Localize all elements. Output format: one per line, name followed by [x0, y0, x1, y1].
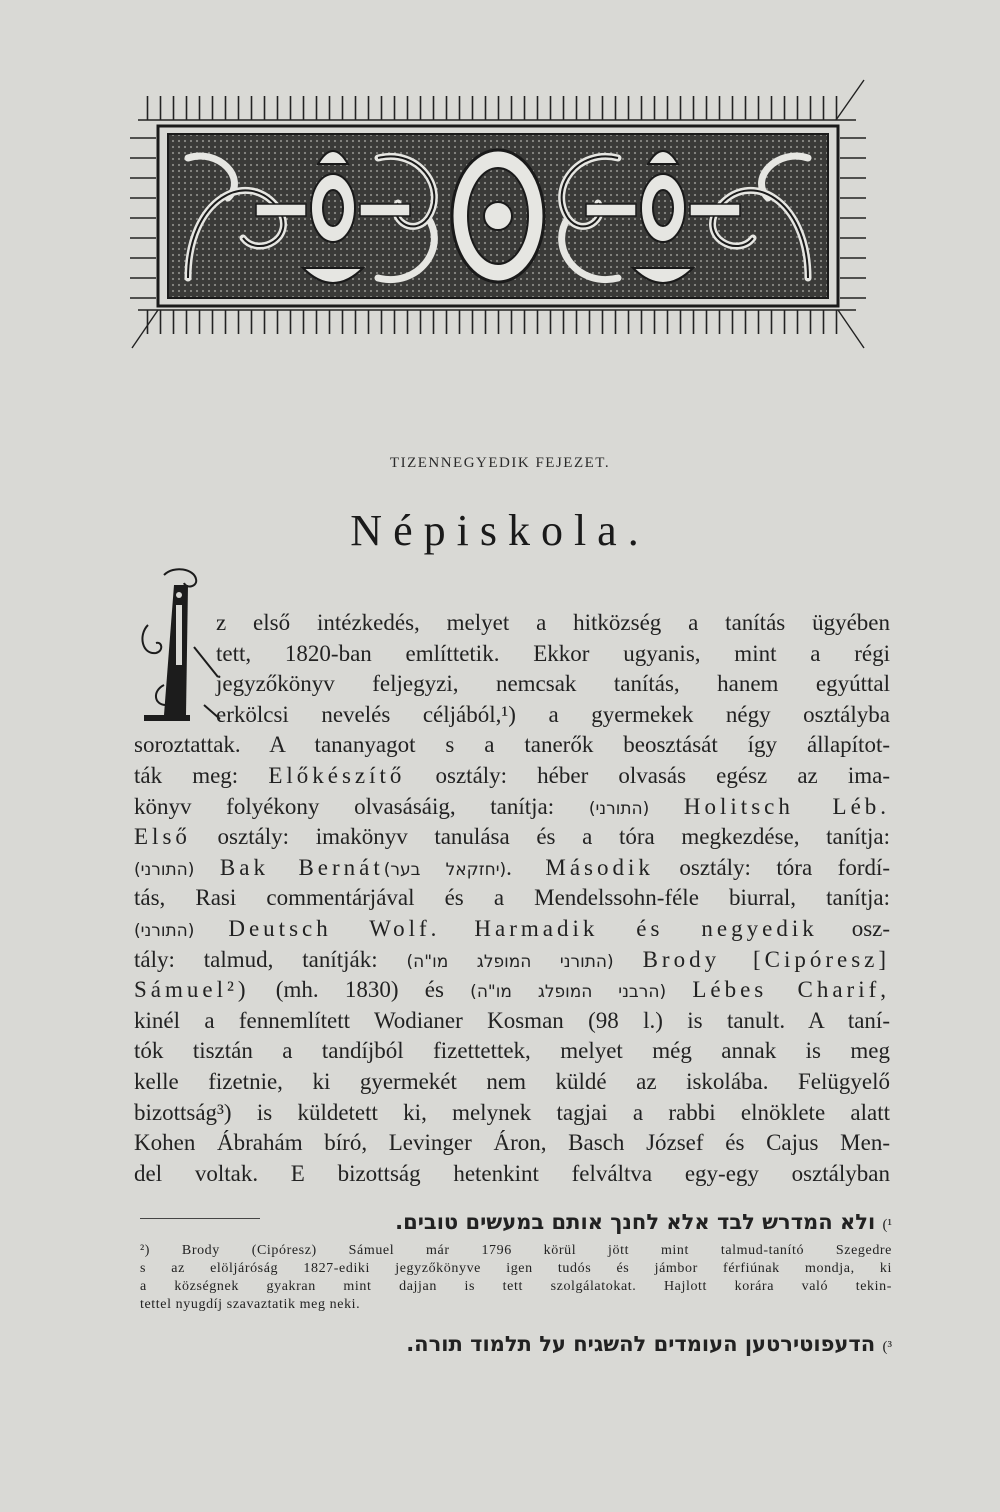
text-line: Első osztály: imakönyv tanulása és a tóra megkezdése, tanítja: — [134, 824, 890, 850]
text-line: z első intézkedés, melyet a hitközség a tanítás ügyében — [216, 610, 890, 635]
footnote-3: ³) הדעפוטירטען העומדים להשגיח על תלמוד תורה. — [406, 1332, 892, 1356]
text-line: Sámuel²) (mh. 1830) és (הרבני המופלג מו"ה) Lébes Charif, — [134, 977, 891, 1003]
text-line: tály: talmud, tanítják: (התורני המופלג מו"ה) Brody [Cipóresz] — [134, 946, 891, 972]
text-line: tett, 1820-ban említtetik. Ekkor ugyanis, mint a régi — [216, 640, 890, 666]
text-line: tás, Rasi commentárjával és a Mendelssohn-féle biurral, tanítja: — [134, 885, 890, 911]
body-text — [134, 608, 890, 1189]
text-line: kelle fizetnie, ki gyermekét nem küldé az iskolába. Felügyelő — [134, 1068, 890, 1094]
text-line: könyv folyékony olvasásáig, tanítja: (התורני) Holitsch Léb. — [134, 793, 891, 819]
text-line: tók tisztán a tandíjból fizettettek, melyet még annak is meg — [134, 1038, 890, 1064]
text-line: del voltak. E bizottság hetenkint felváltva egy-egy osztályban — [134, 1160, 890, 1186]
text-line: soroztattak. A tananyagot s a tanerők beosztását így állapítot- — [134, 732, 890, 758]
footnote-1: ¹) ולא המדרש לבד אלא לחנך אותם במעשים טובים. — [395, 1210, 892, 1234]
text-line: (התורני) Bak Bernát(יחזקאל בער). Második osztály: tóra fordí- — [134, 854, 891, 880]
footnotes — [140, 1206, 892, 1360]
footnote-2: ²) Brody (Cipóresz) Sámuel már 1796 körül jött mint talmud-tanító Szegedre s az elöljáróság 1827-ediki jegyzőkönyve igen tudós és jámbor férfiúnak mondja, ki a községnek gyakran mint dajjan is tett szolgálatokat. Hajlott korára való tekin- tettel nyugdíj szavaztatik meg neki. — [140, 1243, 892, 1312]
ornamental-header-banner — [128, 78, 868, 350]
dropcap-letter: A — [134, 565, 135, 566]
text-line: (התורני) Deutsch Wolf. Harmadik és negyedik osz- — [134, 915, 891, 941]
text-line: bizottság³) is küldetett ki, melynek tagjai a rabbi elnöklete alatt — [134, 1099, 890, 1125]
text-line: jegyzőkönyv feljegyzi, nemcsak tanítás, hanem egyúttal — [216, 671, 890, 697]
chapter-title: Népiskola. — [350, 506, 650, 555]
text-line: ták meg: Előkészítő osztály: héber olvasás egész az ima- — [134, 762, 891, 788]
chapter-label: TIZENNEGYEDIK FEJEZET. — [389, 455, 611, 471]
text-line: kinél a fennemlített Wodianer Kosman (98 l.) is tanult. A taní- — [134, 1007, 890, 1033]
text-line: erkölcsi nevelés céljából,¹) a gyermekek négy osztályba — [216, 701, 890, 727]
text-line: Kohen Ábrahám bíró, Levinger Áron, Basch József és Cajus Men- — [134, 1130, 890, 1156]
